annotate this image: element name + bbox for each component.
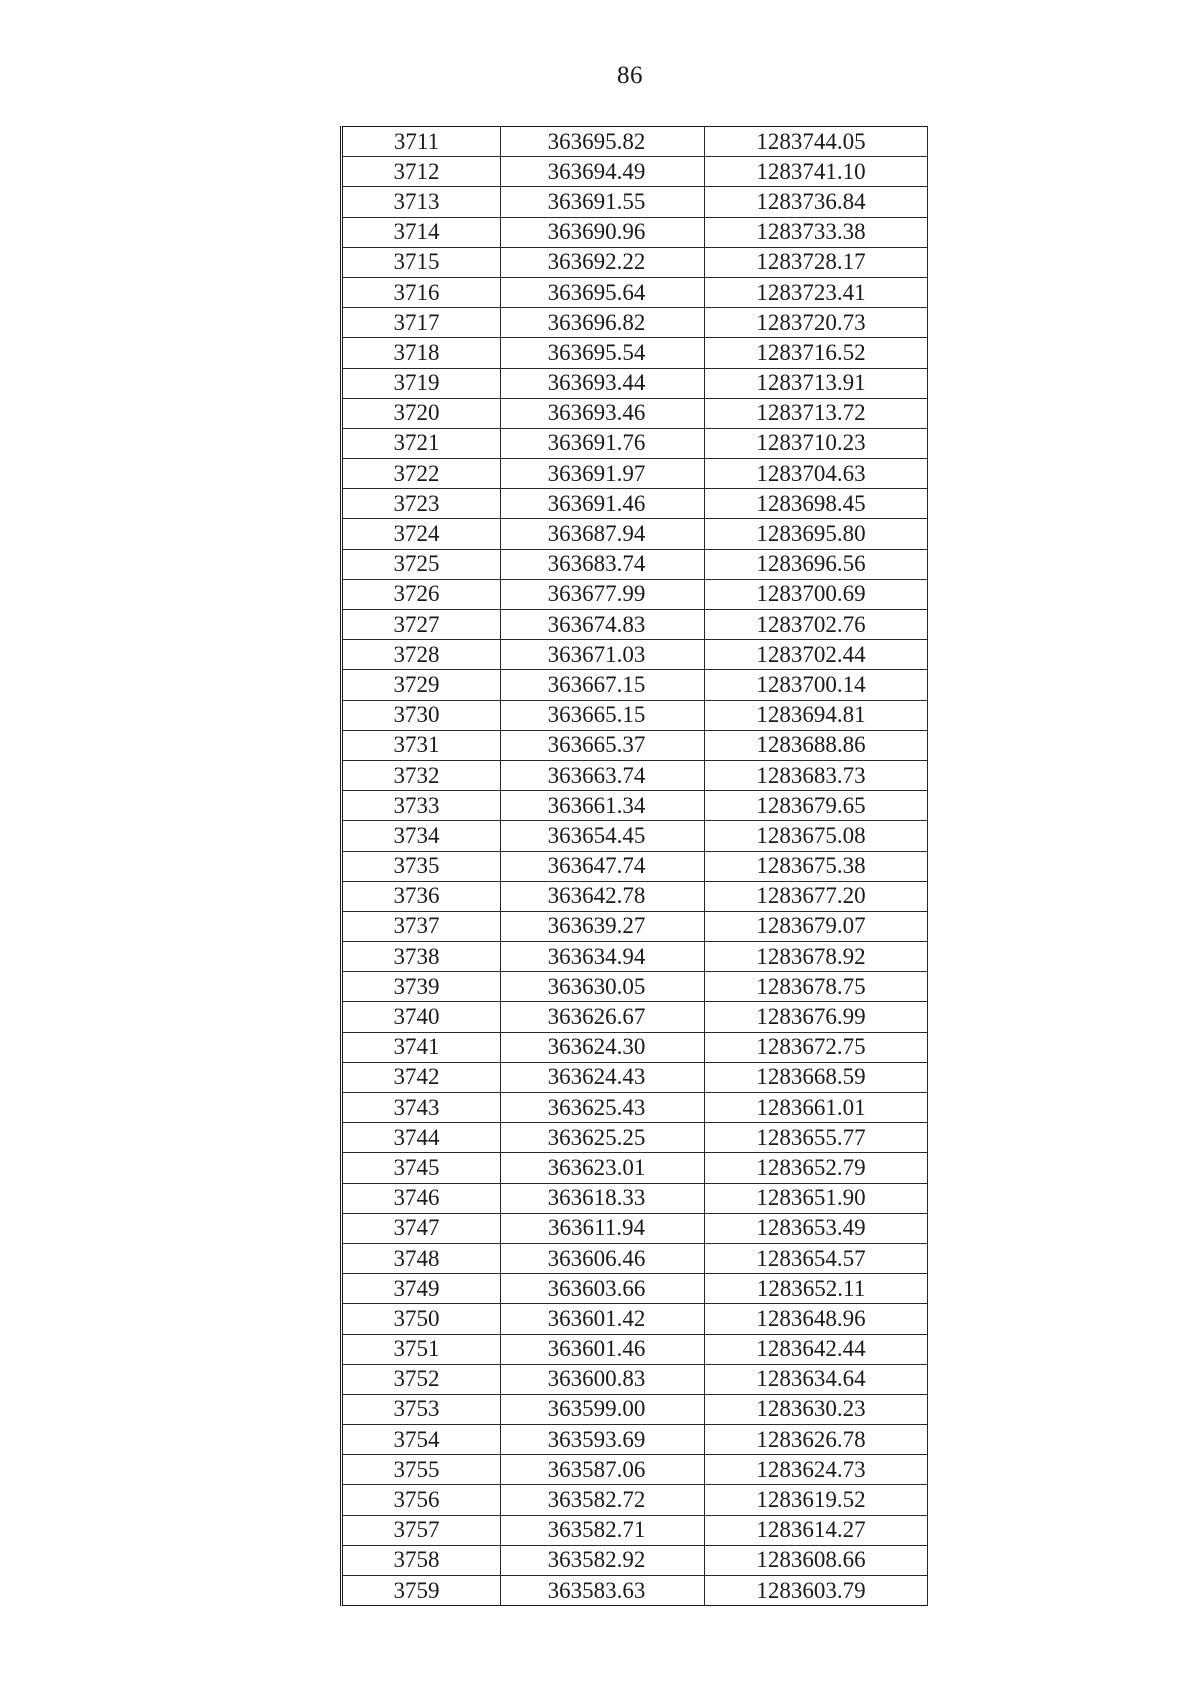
point-number-cell: 3731 bbox=[342, 730, 501, 760]
x-coordinate-cell: 363687.94 bbox=[501, 519, 705, 549]
y-coordinate-cell: 1283653.49 bbox=[705, 1213, 928, 1243]
y-coordinate-cell: 1283683.73 bbox=[705, 760, 928, 790]
y-coordinate-cell: 1283675.08 bbox=[705, 821, 928, 851]
table-row bbox=[342, 1183, 928, 1213]
point-number-cell: 3736 bbox=[342, 881, 501, 911]
x-coordinate-cell: 363694.49 bbox=[501, 157, 705, 187]
y-coordinate-cell: 1283655.77 bbox=[705, 1123, 928, 1153]
x-coordinate-cell: 363639.27 bbox=[501, 911, 705, 941]
table-row bbox=[342, 640, 928, 670]
point-number-cell: 3713 bbox=[342, 187, 501, 217]
x-coordinate-cell: 363691.55 bbox=[501, 187, 705, 217]
point-number-cell: 3759 bbox=[342, 1576, 501, 1606]
point-number-cell: 3751 bbox=[342, 1334, 501, 1364]
y-coordinate-cell: 1283704.63 bbox=[705, 459, 928, 489]
point-number-cell: 3744 bbox=[342, 1123, 501, 1153]
point-number-cell: 3722 bbox=[342, 459, 501, 489]
point-number-cell: 3727 bbox=[342, 610, 501, 640]
point-number-cell: 3728 bbox=[342, 640, 501, 670]
x-coordinate-cell: 363626.67 bbox=[501, 1002, 705, 1032]
y-coordinate-cell: 1283648.96 bbox=[705, 1304, 928, 1334]
y-coordinate-cell: 1283624.73 bbox=[705, 1455, 928, 1485]
point-number-cell: 3733 bbox=[342, 791, 501, 821]
y-coordinate-cell: 1283710.23 bbox=[705, 428, 928, 458]
table-row bbox=[342, 398, 928, 428]
y-coordinate-cell: 1283688.86 bbox=[705, 730, 928, 760]
y-coordinate-cell: 1283702.76 bbox=[705, 610, 928, 640]
y-coordinate-cell: 1283713.72 bbox=[705, 398, 928, 428]
y-coordinate-cell: 1283716.52 bbox=[705, 338, 928, 368]
point-number-cell: 3729 bbox=[342, 670, 501, 700]
y-coordinate-cell: 1283668.59 bbox=[705, 1062, 928, 1092]
point-number-cell: 3758 bbox=[342, 1545, 501, 1575]
x-coordinate-cell: 363599.00 bbox=[501, 1394, 705, 1424]
table-row bbox=[342, 1243, 928, 1273]
point-number-cell: 3740 bbox=[342, 1002, 501, 1032]
point-number-cell: 3720 bbox=[342, 398, 501, 428]
y-coordinate-cell: 1283630.23 bbox=[705, 1394, 928, 1424]
x-coordinate-cell: 363582.92 bbox=[501, 1545, 705, 1575]
y-coordinate-cell: 1283661.01 bbox=[705, 1093, 928, 1123]
table-row bbox=[342, 851, 928, 881]
table-row bbox=[342, 217, 928, 247]
point-number-cell: 3743 bbox=[342, 1093, 501, 1123]
x-coordinate-cell: 363695.82 bbox=[501, 127, 705, 157]
table-row bbox=[342, 670, 928, 700]
point-number-cell: 3712 bbox=[342, 157, 501, 187]
x-coordinate-cell: 363606.46 bbox=[501, 1243, 705, 1273]
point-number-cell: 3730 bbox=[342, 700, 501, 730]
point-number-cell: 3717 bbox=[342, 308, 501, 338]
point-number-cell: 3715 bbox=[342, 247, 501, 277]
x-coordinate-cell: 363600.83 bbox=[501, 1364, 705, 1394]
table-row bbox=[342, 791, 928, 821]
x-coordinate-cell: 363654.45 bbox=[501, 821, 705, 851]
x-coordinate-cell: 363661.34 bbox=[501, 791, 705, 821]
table-row bbox=[342, 881, 928, 911]
x-coordinate-cell: 363647.74 bbox=[501, 851, 705, 881]
y-coordinate-cell: 1283652.11 bbox=[705, 1274, 928, 1304]
x-coordinate-cell: 363663.74 bbox=[501, 760, 705, 790]
x-coordinate-cell: 363693.46 bbox=[501, 398, 705, 428]
table-row bbox=[342, 489, 928, 519]
y-coordinate-cell: 1283678.92 bbox=[705, 942, 928, 972]
x-coordinate-cell: 363692.22 bbox=[501, 247, 705, 277]
table-row bbox=[342, 1394, 928, 1424]
y-coordinate-cell: 1283642.44 bbox=[705, 1334, 928, 1364]
y-coordinate-cell: 1283694.81 bbox=[705, 700, 928, 730]
point-number-cell: 3755 bbox=[342, 1455, 501, 1485]
x-coordinate-cell: 363601.46 bbox=[501, 1334, 705, 1364]
table-row bbox=[342, 338, 928, 368]
point-number-cell: 3718 bbox=[342, 338, 501, 368]
point-number-cell: 3732 bbox=[342, 760, 501, 790]
table-row bbox=[342, 459, 928, 489]
point-number-cell: 3735 bbox=[342, 851, 501, 881]
y-coordinate-cell: 1283676.99 bbox=[705, 1002, 928, 1032]
x-coordinate-cell: 363625.43 bbox=[501, 1093, 705, 1123]
y-coordinate-cell: 1283720.73 bbox=[705, 308, 928, 338]
table-row bbox=[342, 308, 928, 338]
point-number-cell: 3721 bbox=[342, 428, 501, 458]
y-coordinate-cell: 1283723.41 bbox=[705, 277, 928, 307]
y-coordinate-cell: 1283700.69 bbox=[705, 579, 928, 609]
x-coordinate-cell: 363624.30 bbox=[501, 1032, 705, 1062]
table-row bbox=[342, 579, 928, 609]
table-row bbox=[342, 157, 928, 187]
table-row bbox=[342, 730, 928, 760]
table-row bbox=[342, 1485, 928, 1515]
page-number: 86 bbox=[617, 62, 643, 89]
x-coordinate-cell: 363603.66 bbox=[501, 1274, 705, 1304]
y-coordinate-cell: 1283733.38 bbox=[705, 217, 928, 247]
table-row bbox=[342, 1032, 928, 1062]
x-coordinate-cell: 363696.82 bbox=[501, 308, 705, 338]
coordinates-table bbox=[340, 126, 928, 1606]
x-coordinate-cell: 363587.06 bbox=[501, 1455, 705, 1485]
x-coordinate-cell: 363695.64 bbox=[501, 277, 705, 307]
point-number-cell: 3746 bbox=[342, 1183, 501, 1213]
y-coordinate-cell: 1283695.80 bbox=[705, 519, 928, 549]
x-coordinate-cell: 363624.43 bbox=[501, 1062, 705, 1092]
y-coordinate-cell: 1283679.65 bbox=[705, 791, 928, 821]
point-number-cell: 3741 bbox=[342, 1032, 501, 1062]
x-coordinate-cell: 363683.74 bbox=[501, 549, 705, 579]
x-coordinate-cell: 363677.99 bbox=[501, 579, 705, 609]
x-coordinate-cell: 363691.97 bbox=[501, 459, 705, 489]
point-number-cell: 3754 bbox=[342, 1425, 501, 1455]
x-coordinate-cell: 363665.37 bbox=[501, 730, 705, 760]
table-row bbox=[342, 428, 928, 458]
y-coordinate-cell: 1283614.27 bbox=[705, 1515, 928, 1545]
x-coordinate-cell: 363671.03 bbox=[501, 640, 705, 670]
point-number-cell: 3749 bbox=[342, 1274, 501, 1304]
table-row bbox=[342, 1545, 928, 1575]
table-row bbox=[342, 1274, 928, 1304]
point-number-cell: 3737 bbox=[342, 911, 501, 941]
table-row bbox=[342, 1364, 928, 1394]
x-coordinate-cell: 363642.78 bbox=[501, 881, 705, 911]
x-coordinate-cell: 363583.63 bbox=[501, 1576, 705, 1606]
x-coordinate-cell: 363667.15 bbox=[501, 670, 705, 700]
y-coordinate-cell: 1283736.84 bbox=[705, 187, 928, 217]
y-coordinate-cell: 1283675.38 bbox=[705, 851, 928, 881]
table-row bbox=[342, 187, 928, 217]
table-row bbox=[342, 821, 928, 851]
x-coordinate-cell: 363691.76 bbox=[501, 428, 705, 458]
y-coordinate-cell: 1283678.75 bbox=[705, 972, 928, 1002]
point-number-cell: 3753 bbox=[342, 1394, 501, 1424]
y-coordinate-cell: 1283652.79 bbox=[705, 1153, 928, 1183]
point-number-cell: 3742 bbox=[342, 1062, 501, 1092]
y-coordinate-cell: 1283698.45 bbox=[705, 489, 928, 519]
table-row bbox=[342, 368, 928, 398]
x-coordinate-cell: 363623.01 bbox=[501, 1153, 705, 1183]
y-coordinate-cell: 1283608.66 bbox=[705, 1545, 928, 1575]
x-coordinate-cell: 363582.71 bbox=[501, 1515, 705, 1545]
table-row bbox=[342, 247, 928, 277]
point-number-cell: 3745 bbox=[342, 1153, 501, 1183]
x-coordinate-cell: 363665.15 bbox=[501, 700, 705, 730]
table-row bbox=[342, 1153, 928, 1183]
table-row bbox=[342, 972, 928, 1002]
x-coordinate-cell: 363690.96 bbox=[501, 217, 705, 247]
point-number-cell: 3757 bbox=[342, 1515, 501, 1545]
point-number-cell: 3724 bbox=[342, 519, 501, 549]
y-coordinate-cell: 1283713.91 bbox=[705, 368, 928, 398]
table-row bbox=[342, 1062, 928, 1092]
table-row bbox=[342, 700, 928, 730]
table-row bbox=[342, 942, 928, 972]
x-coordinate-cell: 363593.69 bbox=[501, 1425, 705, 1455]
table-row bbox=[342, 127, 928, 157]
table-row bbox=[342, 760, 928, 790]
point-number-cell: 3711 bbox=[342, 127, 501, 157]
coordinates-table-body bbox=[342, 127, 928, 1606]
point-number-cell: 3739 bbox=[342, 972, 501, 1002]
y-coordinate-cell: 1283679.07 bbox=[705, 911, 928, 941]
x-coordinate-cell: 363611.94 bbox=[501, 1213, 705, 1243]
x-coordinate-cell: 363630.05 bbox=[501, 972, 705, 1002]
point-number-cell: 3725 bbox=[342, 549, 501, 579]
x-coordinate-cell: 363674.83 bbox=[501, 610, 705, 640]
table-row bbox=[342, 277, 928, 307]
table-row bbox=[342, 1213, 928, 1243]
table-row bbox=[342, 1334, 928, 1364]
point-number-cell: 3750 bbox=[342, 1304, 501, 1334]
y-coordinate-cell: 1283696.56 bbox=[705, 549, 928, 579]
y-coordinate-cell: 1283700.14 bbox=[705, 670, 928, 700]
table-row bbox=[342, 519, 928, 549]
point-number-cell: 3748 bbox=[342, 1243, 501, 1273]
y-coordinate-cell: 1283626.78 bbox=[705, 1425, 928, 1455]
y-coordinate-cell: 1283619.52 bbox=[705, 1485, 928, 1515]
y-coordinate-cell: 1283728.17 bbox=[705, 247, 928, 277]
point-number-cell: 3752 bbox=[342, 1364, 501, 1394]
y-coordinate-cell: 1283651.90 bbox=[705, 1183, 928, 1213]
table-row bbox=[342, 549, 928, 579]
table-row bbox=[342, 1304, 928, 1334]
point-number-cell: 3714 bbox=[342, 217, 501, 247]
y-coordinate-cell: 1283677.20 bbox=[705, 881, 928, 911]
x-coordinate-cell: 363582.72 bbox=[501, 1485, 705, 1515]
x-coordinate-cell: 363691.46 bbox=[501, 489, 705, 519]
y-coordinate-cell: 1283744.05 bbox=[705, 127, 928, 157]
table-row bbox=[342, 1455, 928, 1485]
table-row bbox=[342, 1002, 928, 1032]
point-number-cell: 3738 bbox=[342, 942, 501, 972]
y-coordinate-cell: 1283672.75 bbox=[705, 1032, 928, 1062]
x-coordinate-cell: 363634.94 bbox=[501, 942, 705, 972]
y-coordinate-cell: 1283634.64 bbox=[705, 1364, 928, 1394]
point-number-cell: 3734 bbox=[342, 821, 501, 851]
y-coordinate-cell: 1283654.57 bbox=[705, 1243, 928, 1273]
table-row bbox=[342, 610, 928, 640]
point-number-cell: 3719 bbox=[342, 368, 501, 398]
table-row bbox=[342, 1123, 928, 1153]
point-number-cell: 3726 bbox=[342, 579, 501, 609]
table-row bbox=[342, 911, 928, 941]
point-number-cell: 3723 bbox=[342, 489, 501, 519]
y-coordinate-cell: 1283741.10 bbox=[705, 157, 928, 187]
y-coordinate-cell: 1283603.79 bbox=[705, 1576, 928, 1606]
x-coordinate-cell: 363601.42 bbox=[501, 1304, 705, 1334]
x-coordinate-cell: 363693.44 bbox=[501, 368, 705, 398]
table-row bbox=[342, 1093, 928, 1123]
x-coordinate-cell: 363618.33 bbox=[501, 1183, 705, 1213]
point-number-cell: 3716 bbox=[342, 277, 501, 307]
point-number-cell: 3756 bbox=[342, 1485, 501, 1515]
table-row bbox=[342, 1576, 928, 1606]
point-number-cell: 3747 bbox=[342, 1213, 501, 1243]
x-coordinate-cell: 363625.25 bbox=[501, 1123, 705, 1153]
table-row bbox=[342, 1425, 928, 1455]
y-coordinate-cell: 1283702.44 bbox=[705, 640, 928, 670]
table-row bbox=[342, 1515, 928, 1545]
x-coordinate-cell: 363695.54 bbox=[501, 338, 705, 368]
